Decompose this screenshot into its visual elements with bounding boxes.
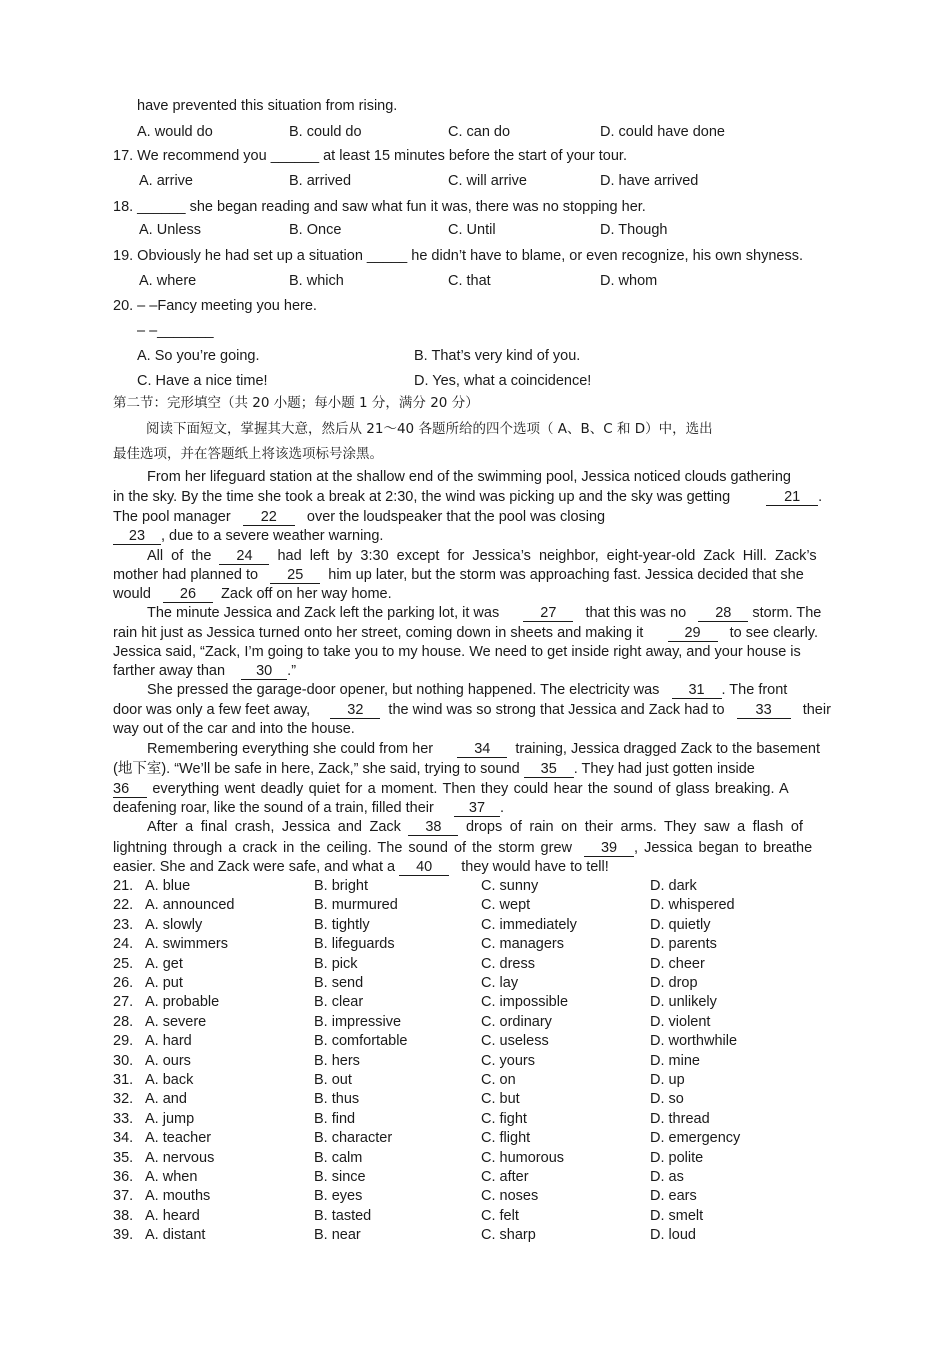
choice-c: C. yours	[481, 1053, 535, 1069]
choice-d: D. whispered	[650, 897, 735, 913]
choice-d: D. mine	[650, 1053, 700, 1069]
passage-line: in the sky. By the time she took a break at 2:30, the wind was picking up and the sky was getting 21 .	[113, 489, 823, 505]
choice-c: C. fight	[481, 1111, 527, 1127]
choice-number: 30.	[113, 1053, 134, 1069]
blank-26: 26	[163, 587, 213, 603]
choice-b: B. murmured	[314, 897, 398, 913]
choice-number: 31.	[113, 1072, 134, 1088]
choice-d: D. worthwhile	[650, 1033, 738, 1049]
choice-b: B. hers	[314, 1053, 360, 1069]
choice-a: A. get	[145, 956, 183, 972]
choice-d: D. polite	[650, 1150, 704, 1166]
choice-a: A. teacher	[145, 1130, 212, 1146]
choice-c: C. after	[481, 1169, 529, 1185]
passage-line: easier. She and Zack were safe, and what a 40 they would have to tell!	[113, 859, 609, 875]
choice-d: D. so	[650, 1091, 684, 1107]
blank-29: 29	[668, 626, 718, 642]
passage-line: deafening roar, like the sound of a train, filled their 37 .	[113, 800, 504, 816]
blank-27: 27	[523, 606, 573, 622]
choice-c: C. dress	[481, 956, 535, 972]
choice-c: C. sunny	[481, 878, 539, 894]
choice-b: B. send	[314, 975, 364, 991]
choice-number: 24.	[113, 936, 134, 952]
passage-line: lightning through a crack in the ceiling. The sound of the storm grew 39 , Jessica began to breathe	[113, 840, 813, 856]
choice-d: D. unlikely	[650, 994, 717, 1010]
choice-c: C. felt	[481, 1208, 519, 1224]
choice-a: A. heard	[145, 1208, 200, 1224]
choice-a: A. probable	[145, 994, 220, 1010]
choice-number: 27.	[113, 994, 134, 1010]
choice-a: A. put	[145, 975, 183, 991]
choice-number: 26.	[113, 975, 134, 991]
choice-b: B. near	[314, 1227, 361, 1243]
choice-c: C. sharp	[481, 1227, 536, 1243]
passage-line: door was only a few feet away, 32 the wind was so strong that Jessica and Zack had to 33 their	[113, 702, 831, 718]
q17-option-b: B. arrived	[289, 173, 352, 189]
choice-number: 38.	[113, 1208, 134, 1224]
q20-option-b: B. That’s very kind of you.	[414, 348, 581, 364]
q16-option-b: B. could do	[289, 124, 362, 140]
passage-line: Jessica said, “Zack, I’m going to take you to my house. We need to get inside right away, and your house is	[113, 644, 801, 660]
passage-line: From her lifeguard station at the shallow end of the swimming pool, Jessica noticed clouds gathering	[147, 469, 791, 485]
choice-number: 25.	[113, 956, 134, 972]
q20-option-c: C. Have a nice time!	[137, 373, 268, 389]
passage-line: The minute Jessica and Zack left the parking lot, it was 27 that this was no 28 storm. The	[147, 605, 822, 621]
choice-number: 32.	[113, 1091, 134, 1107]
choice-d: D. drop	[650, 975, 698, 991]
q17-option-d: D. have arrived	[600, 173, 699, 189]
choice-number: 29.	[113, 1033, 134, 1049]
passage-line: All of the 24 had left by 3:30 except for Jessica’s neighbor, eight-year-old Zack Hill. Zack’s	[147, 548, 817, 564]
choice-b: B. thus	[314, 1091, 360, 1107]
choice-d: D. smelt	[650, 1208, 704, 1224]
choice-b: B. find	[314, 1111, 356, 1127]
choice-c: C. humorous	[481, 1150, 565, 1166]
passage-line: 23 , due to a severe weather warning.	[113, 527, 383, 545]
choice-number: 35.	[113, 1150, 134, 1166]
choice-b: B. character	[314, 1130, 393, 1146]
passage-line: She pressed the garage-door opener, but nothing happened. The electricity was 31 . The front	[147, 682, 788, 698]
q19-option-a: A. where	[139, 273, 197, 289]
choice-c: C. wept	[481, 897, 531, 913]
choice-b: B. lifeguards	[314, 936, 395, 952]
choice-d: D. as	[650, 1169, 684, 1185]
q16-option-c: C. can do	[448, 124, 511, 140]
choice-number: 21.	[113, 878, 134, 894]
choice-d: D. up	[650, 1072, 685, 1088]
q20-stem: 20. – –Fancy meeting you here.	[113, 298, 317, 314]
q17-stem: 17. We recommend you ______ at least 15 minutes before the start of your tour.	[113, 148, 627, 164]
choice-c: C. immediately	[481, 917, 577, 933]
blank-40: 40	[399, 860, 449, 876]
choice-number: 23.	[113, 917, 134, 933]
blank-31: 31	[672, 683, 722, 699]
choice-c: C. useless	[481, 1033, 549, 1049]
blank-22: 22	[243, 510, 295, 526]
passage-line: mother had planned to 25 him up later, but the storm was approaching fast. Jessica decided that she	[113, 567, 804, 583]
passage-line: 36 everything went deadly quiet for a moment. Then they could hear the sound of glass breaking. A	[113, 781, 789, 797]
q19-option-c: C. that	[448, 273, 491, 289]
choice-d: D. violent	[650, 1014, 711, 1030]
choice-a: A. ours	[145, 1053, 191, 1069]
q17-option-c: C. will arrive	[448, 173, 527, 189]
choice-c: C. flight	[481, 1130, 531, 1146]
choice-d: D. loud	[650, 1227, 696, 1243]
choice-b: B. tightly	[314, 917, 370, 933]
passage-line: rain hit just as Jessica turned onto her street, coming down in sheets and making it 29 to see clearly.	[113, 625, 818, 641]
choice-a: A. and	[145, 1091, 187, 1107]
blank-23: 23	[113, 529, 161, 545]
choice-a: A. announced	[145, 897, 235, 913]
blank-37: 37	[454, 801, 500, 817]
choice-a: A. hard	[145, 1033, 192, 1049]
choice-a: A. jump	[145, 1111, 195, 1127]
blank-36: 36	[113, 782, 147, 798]
blank-21: 21	[766, 490, 818, 506]
choice-c: C. managers	[481, 936, 565, 952]
passage-line: After a final crash, Jessica and Zack 38 drops of rain on their arms. They saw a flash of	[147, 819, 803, 835]
q16-option-a: A. would do	[137, 124, 213, 140]
choice-c: C. lay	[481, 975, 519, 991]
passage-line: Remembering everything she could from her 34 training, Jessica dragged Zack to the basement	[147, 741, 821, 757]
q20-option-a: A. So you’re going.	[137, 348, 260, 364]
q20-option-d: D. Yes, what a coincidence!	[414, 373, 592, 389]
choice-d: D. quietly	[650, 917, 711, 933]
choice-a: A. severe	[145, 1014, 207, 1030]
blank-34: 34	[457, 742, 507, 758]
choice-d: D. emergency	[650, 1130, 741, 1146]
blank-38: 38	[408, 820, 458, 836]
choice-b: B. eyes	[314, 1188, 363, 1204]
blank-30: 30	[241, 664, 287, 680]
q18-option-a: A. Unless	[139, 222, 202, 238]
choice-b: B. tasted	[314, 1208, 372, 1224]
q19-option-d: D. whom	[600, 273, 658, 289]
q18-stem: 18. ______ she began reading and saw what fun it was, there was no stopping her.	[113, 199, 646, 215]
q18-option-d: D. Though	[600, 222, 668, 238]
blank-35: 35	[524, 762, 574, 778]
choice-a: A. back	[145, 1072, 194, 1088]
section-instructions-cont: 最佳选项，并在答题纸上将该选项标号涂黑。	[113, 446, 383, 462]
choice-number: 39.	[113, 1227, 134, 1243]
choice-number: 22.	[113, 897, 134, 913]
blank-28: 28	[698, 606, 748, 622]
choice-b: B. comfortable	[314, 1033, 408, 1049]
q16-option-d: D. could have done	[600, 124, 725, 140]
choice-c: C. noses	[481, 1188, 539, 1204]
q19-stem: 19. Obviously he had set up a situation _____ he didn’t have to blame, or even recognize, his own shyness.	[113, 248, 803, 264]
blank-32: 32	[330, 703, 380, 719]
choice-a: A. blue	[145, 878, 191, 894]
choice-d: D. thread	[650, 1111, 710, 1127]
choice-b: B. since	[314, 1169, 366, 1185]
choice-d: D. parents	[650, 936, 717, 952]
passage-line: The pool manager 22 over the loudspeaker that the pool was closing	[113, 509, 606, 525]
choice-c: C. on	[481, 1072, 516, 1088]
blank-24: 24	[219, 549, 269, 565]
choice-number: 28.	[113, 1014, 134, 1030]
blank-39: 39	[584, 841, 634, 857]
section-instructions: 阅读下面短文，掌握其大意，然后从 21～40 各题所给的四个选项（ A、B、C 和 D）中，选出	[146, 421, 713, 437]
choice-number: 33.	[113, 1111, 134, 1127]
choice-a: A. when	[145, 1169, 198, 1185]
choice-b: B. bright	[314, 878, 368, 894]
choice-c: C. but	[481, 1091, 520, 1107]
choice-c: C. impossible	[481, 994, 569, 1010]
choice-d: D. dark	[650, 878, 697, 894]
choice-b: B. pick	[314, 956, 358, 972]
choice-a: A. nervous	[145, 1150, 215, 1166]
q17-option-a: A. arrive	[139, 173, 193, 189]
choice-c: C. ordinary	[481, 1014, 552, 1030]
choice-number: 36.	[113, 1169, 134, 1185]
section-heading: 第二节：完形填空（共 20 小题；每小题 1 分，满分 20 分）	[113, 395, 479, 411]
choice-a: A. mouths	[145, 1188, 211, 1204]
blank-33: 33	[737, 703, 791, 719]
passage-line: way out of the car and into the house.	[113, 721, 355, 737]
q19-option-b: B. which	[289, 273, 344, 289]
choice-d: D. ears	[650, 1188, 697, 1204]
choice-b: B. out	[314, 1072, 352, 1088]
choice-d: D. cheer	[650, 956, 705, 972]
q18-option-c: C. Until	[448, 222, 496, 238]
q18-option-b: B. Once	[289, 222, 342, 238]
q16-continuation: have prevented this situation from rising.	[137, 98, 398, 114]
choice-b: B. impressive	[314, 1014, 402, 1030]
passage-line: would 26 Zack off on her way home.	[113, 586, 392, 602]
choice-b: B. calm	[314, 1150, 363, 1166]
choice-number: 34.	[113, 1130, 134, 1146]
choice-b: B. clear	[314, 994, 364, 1010]
passage-line: farther away than 30 .”	[113, 663, 297, 679]
choice-a: A. distant	[145, 1227, 206, 1243]
blank-25: 25	[270, 568, 320, 584]
q20-response: – –_______	[137, 323, 214, 339]
passage-line: (地下室). “We’ll be safe in here, Zack,” she said, trying to sound 35 . They had just gotten inside	[113, 761, 755, 777]
choice-a: A. swimmers	[145, 936, 228, 952]
choice-a: A. slowly	[145, 917, 203, 933]
choice-number: 37.	[113, 1188, 134, 1204]
